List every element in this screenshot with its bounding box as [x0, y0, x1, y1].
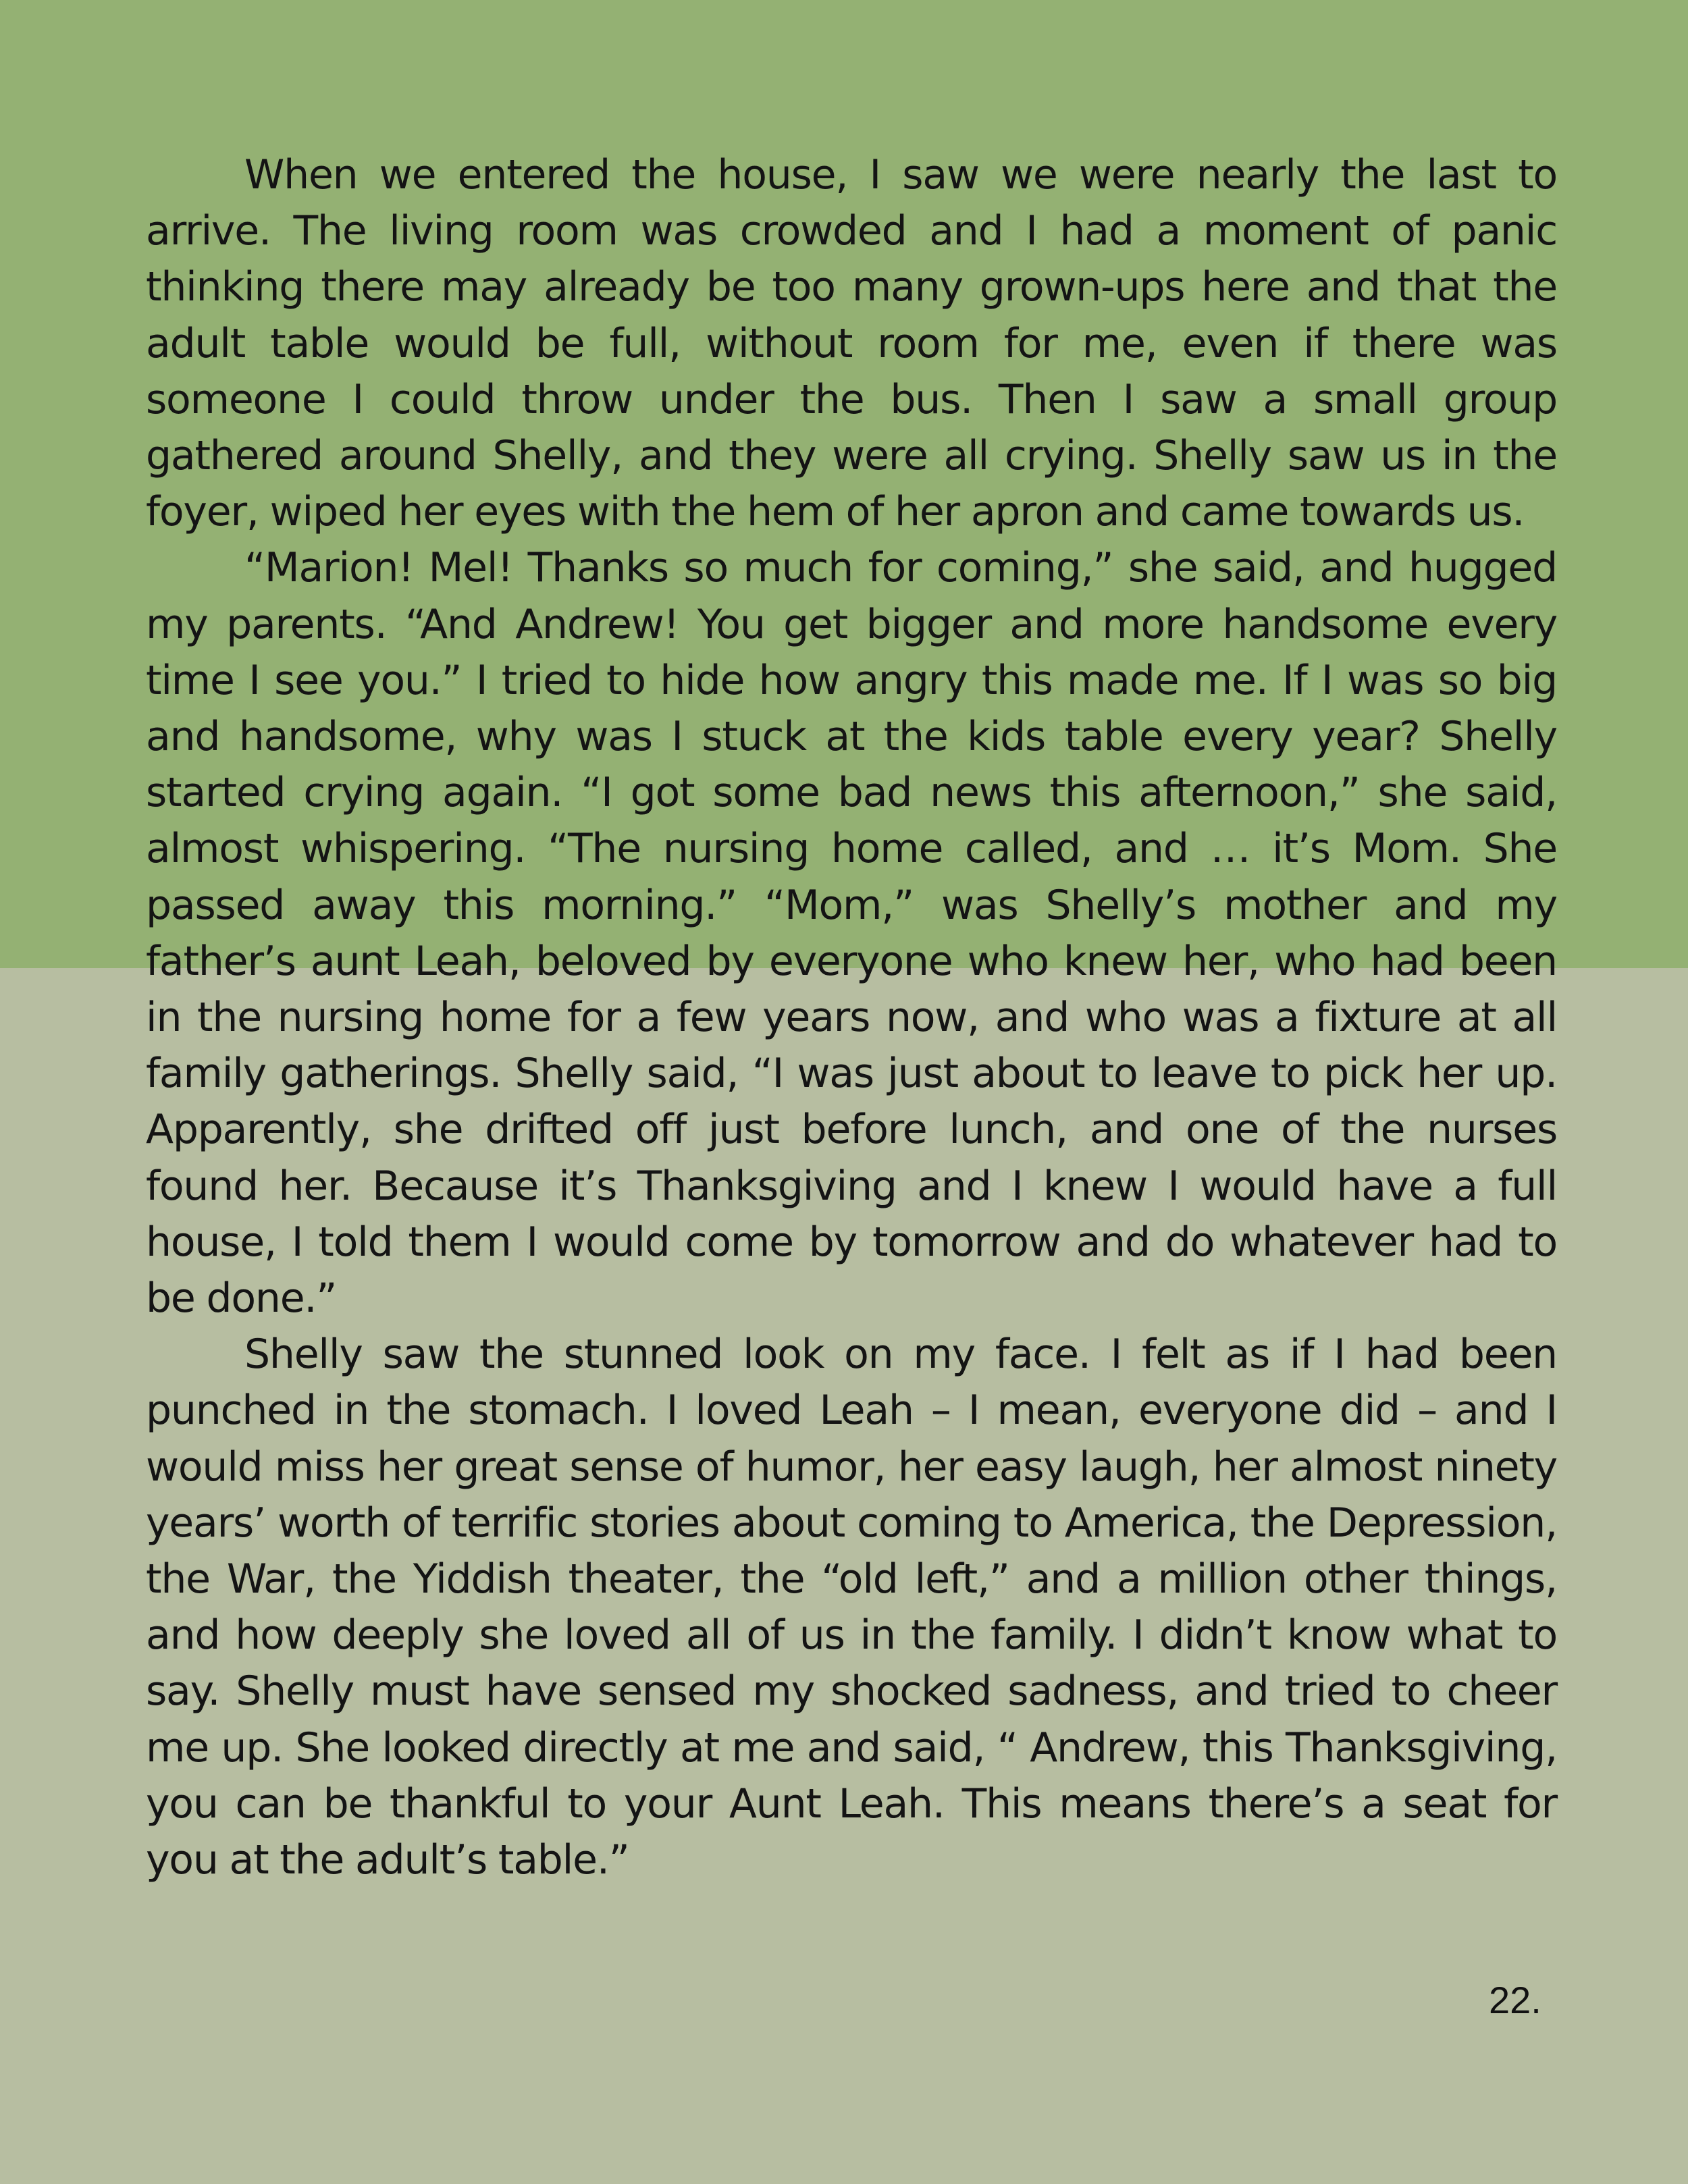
- paragraph-3: Shelly saw the stunned look on my face. I felt as if I had been punched in the stomach. I loved Leah – I mean, everyone did – and I would miss her great sense of humor, her easy laugh, her almost ninety years’ worth of terrific stories about coming to America, the Depression, the War, the Yiddish theater, the “old left,” and a million other things, and how deeply she loved all of us in the family. I didn’t know what to say. Shelly must have sensed my shocked sadness, and tried to cheer me up. She looked directly at me and said, “ Andrew, this Thanksgiving, you can be thankful to your Aunt Leah. This means there’s a seat for you at the adult’s table.”: [146, 1331, 1557, 1884]
- story-text-block: [146, 147, 1557, 1888]
- paragraph-2: “Marion! Mel! Thanks so much for coming,” she said, and hugged my parents. “And Andrew! You get bigger and more handsome every time I see you.” I tried to hide how angry this made me. If I was so big and handsome, why was I stuck at the kids table every year? Shelly started crying again. “I got some bad news this afternoon,” she said, almost whispering. “The nursing home called, and … it’s Mom. She passed away this morning.” “Mom,” was Shelly’s mother and my father’s aunt Leah, beloved by everyone who knew her, who had been in the nursing home for a few years now, and who was a fixture at all family gatherings. Shelly said, “I was just about to leave to pick her up. Apparently, she drifted off just before lunch, and one of the nurses found her. Because it’s Thanksgiving and I knew I would have a full house, I told them I would come by tomorrow and do whatever had to be done.”: [146, 544, 1557, 1323]
- paragraph-1: When we entered the house, I saw we were nearly the last to arrive. The living room was crowded and I had a moment of panic thinking there may already be too many grown-ups here and that the adult table would be full, without room for me, even if there was someone I could throw under the bus. Then I saw a small group gathered around Shelly, and they were all crying. Shelly saw us in the foyer, wiped her eyes with the hem of her apron and came towards us.: [146, 151, 1557, 536]
- page-number: 22.: [1489, 1979, 1541, 2021]
